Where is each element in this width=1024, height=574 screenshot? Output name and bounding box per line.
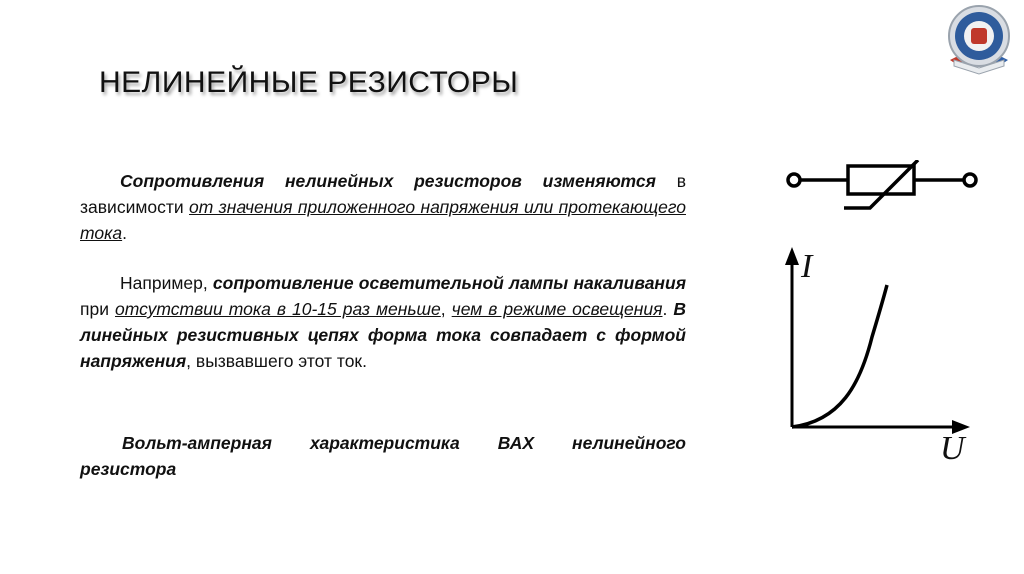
nonlinear-resistor-symbol-icon [780,160,980,210]
text-underlined-3: чем в режиме освещения [451,299,663,319]
paragraph-example [80,270,686,374]
text-plain-1: в зависимости [80,171,686,217]
text-plain-4: при [80,299,115,319]
text-underlined-1: от значения приложенного напряжения или протекающего тока [80,197,686,243]
paragraph-caption: Вольт-амперная характеристика ВАХ нелинейного резистора [80,433,686,479]
text-strong-1: Сопротивления нелинейных резисторов изменяются [120,171,656,191]
text-underlined-2: отсутствии тока в 10-15 раз меньше [115,299,441,319]
x-axis-label: U [940,430,965,467]
page-title: НЕЛИНЕЙНЫЕ РЕЗИСТОРЫ [99,66,519,99]
emblem-logo-icon [942,2,1016,76]
text-strong-2: сопротивление осветительной лампы накаливания [212,273,686,293]
y-axis-label: I [801,248,813,285]
paragraph-definition [80,168,686,246]
text-strong-3: В линейных резистивных цепях форма тока совпадает с формой напряжения [80,299,686,371]
text-plain-2: . [122,223,127,243]
text-plain-6: . [662,299,674,319]
text-plain-3: Например, [120,273,213,293]
text-plain-7: , вызвавшего этот ток. [186,351,367,371]
text-plain-5: , [440,299,452,319]
y-axis-arrow-icon [785,247,799,265]
